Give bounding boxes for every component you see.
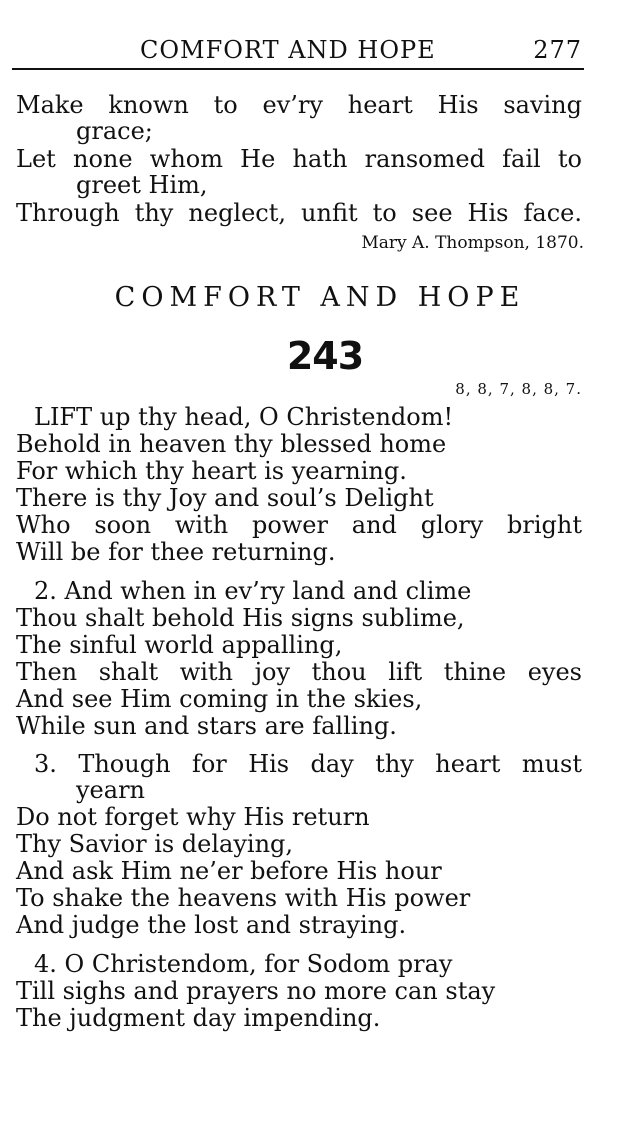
stanza-1-line: LIFT up thy head, O Christendom!	[34, 403, 454, 431]
stanza-3-line: 3. Though for His day thy heart must	[34, 750, 582, 778]
stanza-1-line: Behold in heaven thy blessed home	[16, 430, 447, 458]
previous-hymn-line: grace;	[76, 117, 153, 145]
stanza-2-line: And see Him coming in the skies,	[16, 685, 423, 713]
stanza-1-line: For which thy heart is yearning.	[16, 457, 407, 485]
running-title: COMFORT AND HOPE	[140, 36, 436, 64]
previous-hymn-line: Make known to ev’ry heart His saving	[16, 91, 582, 119]
stanza-3-line: To shake the heavens with His power	[16, 884, 471, 912]
stanza-3-line: And ask Him ne’er before His hour	[16, 857, 442, 885]
stanza-2-line: The sinful world appalling,	[16, 631, 343, 659]
author-attribution: Mary A. Thompson, 1870.	[361, 233, 584, 253]
section-title: COMFORT AND HOPE	[114, 282, 526, 313]
previous-hymn-line: Let none whom He hath ransomed fail to	[16, 145, 582, 173]
hymn-number: 243	[286, 334, 364, 378]
previous-hymn-line: greet Him,	[76, 171, 208, 199]
stanza-1-line: Will be for thee returning.	[16, 538, 336, 566]
stanza-3-line: Do not forget why His return	[16, 803, 370, 831]
previous-hymn-line: Through thy neglect, unfit to see His face.	[16, 199, 582, 227]
hymn-meter: 8, 8, 7, 8, 8, 7.	[455, 380, 582, 398]
stanza-1-line: There is thy Joy and soul’s Delight	[16, 484, 434, 512]
stanza-4-line: Till sighs and prayers no more can stay	[16, 977, 496, 1005]
stanza-3-line: Thy Savior is delaying,	[16, 830, 294, 858]
stanza-2-line: 2. And when in ev’ry land and clime	[34, 577, 472, 605]
running-header	[12, 36, 584, 70]
stanza-2-line: While sun and stars are falling.	[16, 712, 397, 740]
stanza-2-line: Thou shalt behold His signs sublime,	[16, 604, 465, 632]
page-number: 277	[533, 36, 582, 64]
stanza-4-line: 4. O Christendom, for Sodom pray	[34, 950, 453, 978]
stanza-1-line: Who soon with power and glory bright	[16, 511, 582, 539]
stanza-3-line: And judge the lost and straying.	[16, 911, 407, 939]
stanza-2-line: Then shalt with joy thou lift thine eyes	[16, 658, 582, 686]
stanza-3-line: yearn	[76, 776, 145, 804]
stanza-4-line: The judgment day impending.	[16, 1004, 381, 1032]
